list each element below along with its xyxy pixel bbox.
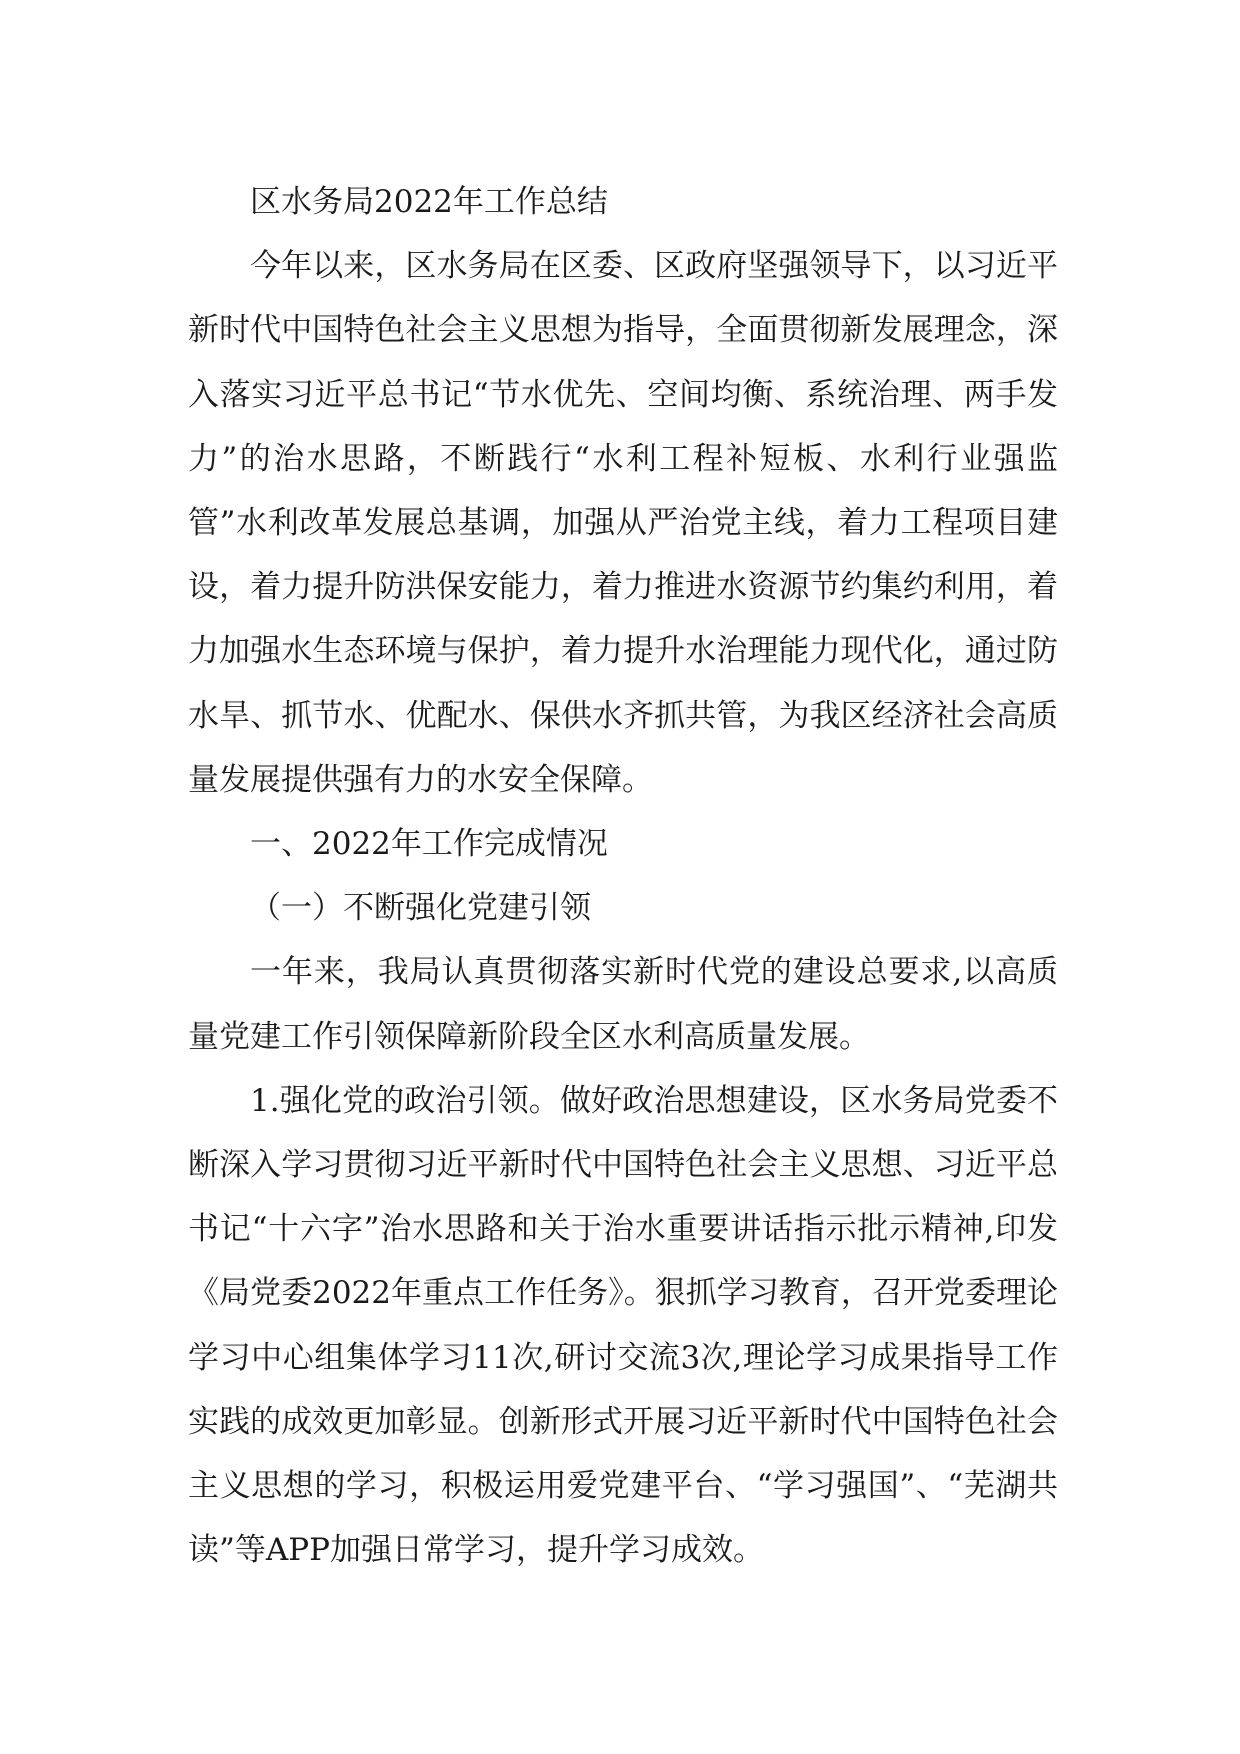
item-paragraph: 1.强化党的政治引领。做好政治思想建设，区水务局党委不断深入学习贯彻习近平新时代中国特色社会主义思想、习近平总书记“十六字”治水思路和关于治水重要讲话指示批示精神,印发《局党委2022年重点工作任务》。狠抓学习教育，召开党委理论学习中心组集体学习11次,研讨交流3次,理论学习成果指导工作实践的成效更加彰显。创新形式开展习近平新时代中国特色社会主义思想的学习，积极运用爱党建平台、“学习强国”、“芜湖共读”等APP加强日常学习，提升学习成效。: [188, 1082, 1058, 1569]
document-title: 区水务局2022年工作总结: [250, 184, 608, 220]
document-body: [188, 170, 1058, 1582]
subsection-intro-paragraph: 一年来，我局认真贯彻落实新时代党的建设总要求,以高质量党建工作引领保障新阶段全区水利高质量发展。: [188, 954, 1058, 1055]
section-heading: 一、2022年工作完成情况: [250, 826, 608, 863]
subsection-heading: （一）不断强化党建引领: [250, 890, 591, 927]
intro-paragraph: 今年以来，区水务局在区委、区政府坚强领导下，以习近平新时代中国特色社会主义思想为指导，全面贯彻新发展理念，深入落实习近平总书记“节水优先、空间均衡、系统治理、两手发力”的治水思路，不断践行“水利工程补短板、水利行业强监管”水利改革发展总基调，加强从严治党主线，着力工程项目建设，着力提升防洪保安能力，着力推进水资源节约集约利用，着力加强水生态环境与保护，着力提升水治理能力现代化，通过防水旱、抓节水、优配水、保供水齐抓共管，为我区经济社会高质量发展提供强有力的水安全保障。: [188, 248, 1058, 798]
